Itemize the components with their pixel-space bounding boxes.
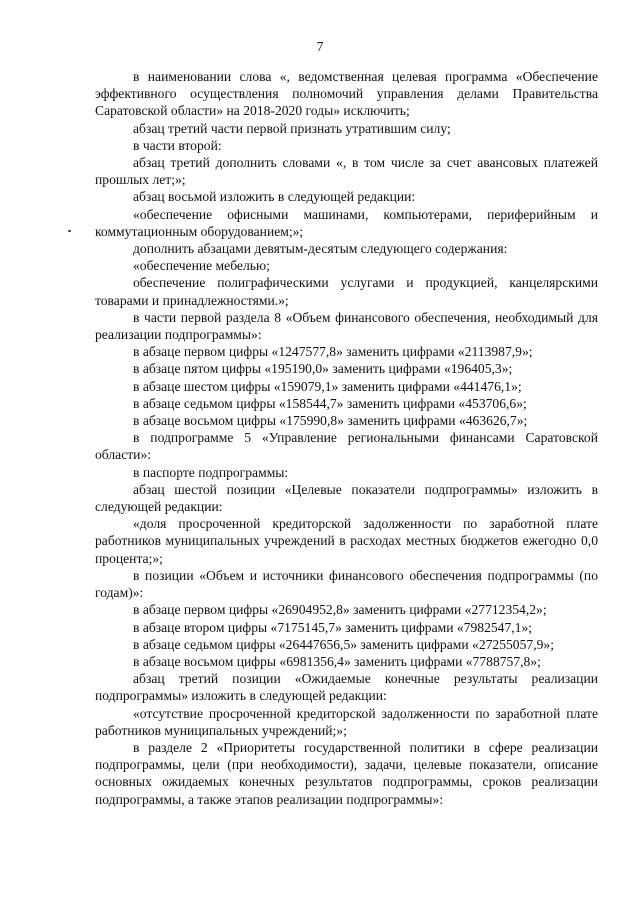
paragraph: абзац третий позиции «Ожидаемые конечные результаты реализации подпрограммы» изложить в следующей редакции: (95, 671, 598, 704)
page-number: 7 (316, 39, 324, 54)
document-body (95, 68, 598, 808)
paragraph: в абзаце восьмом цифры «6981356,4» заменить цифрами «7788757,8»; (133, 653, 541, 669)
paragraph: в абзаце шестом цифры «159079,1» заменить цифрами «441476,1»; (133, 378, 522, 394)
paragraph: «доля просроченной кредиторской задолженности по заработной плате работников муниципальных учреждений в расходах местных бюджетов ежегодно 0,0 процента;»; (95, 516, 598, 566)
margin-mark (68, 230, 71, 232)
paragraph: в абзаце первом цифры «26904952,8» заменить цифрами «27712354,2»; (133, 602, 547, 618)
paragraph: в разделе 2 «Приоритеты государственной политики в сфере реализации подпрограммы, цели (при необходимости), задачи, целевые показатели, описание основных ожидаемых конечных результатов подпрограммы, сроков реализации подпрограммы, а также этапов реализации подпрограммы»: (95, 739, 598, 807)
paragraph: в подпрограмме 5 «Управление региональными финансами Саратовской области»: (95, 430, 598, 463)
paragraph: в паспорте подпрограммы: (133, 464, 289, 480)
paragraph: абзац шестой позиции «Целевые показатели подпрограммы» изложить в следующей редакции: (95, 481, 598, 515)
paragraph: дополнить абзацами девятым-десятым следующего содержания: (133, 241, 508, 257)
paragraph: абзац восьмой изложить в следующей редакции: (133, 189, 416, 205)
paragraph: обеспечение полиграфическими услугами и продукцией, канцелярскими товарами и принадлежностями.»; (95, 275, 598, 308)
paragraph: в абзаце седьмом цифры «26447656,5» заменить цифрами «27255057,9»; (133, 636, 554, 652)
paragraph: «отсутствие просроченной кредиторской задолженности по заработной плате работников муниципальных учреждений;»; (95, 705, 598, 738)
paragraph: абзац третий дополнить словами «, в том числе за счет авансовых платежей прошлых лет;»; (95, 155, 598, 188)
paragraph: в абзаце седьмом цифры «158544,7» заменить цифрами «453706,6»; (133, 395, 527, 411)
paragraph: в позиции «Объем и источники финансового обеспечения подпрограммы (по годам)»: (95, 567, 598, 601)
paragraph: абзац третий части первой признать утратившим силу; (133, 120, 451, 136)
paragraph: «обеспечение мебелью; (133, 258, 270, 274)
paragraph: в абзаце втором цифры «7175145,7» заменить цифрами «7982547,1»; (133, 619, 533, 635)
paragraph: в наименовании слова «, ведомственная целевая программа «Обеспечение эффективного осуществления полномочий управления делами Правительства Саратовской области» на 2018-2020 годы» исключить; (95, 69, 598, 119)
paragraph: в абзаце восьмом цифры «175990,8» заменить цифрами «463626,7»; (133, 413, 528, 429)
paragraph: в части второй: (133, 137, 222, 153)
paragraph: в части первой раздела 8 «Объем финансового обеспечения, необходимый для реализации подпрограммы»: (95, 309, 598, 343)
paragraph: в абзаце пятом цифры «195190,0» заменить цифрами «196405,3»; (133, 361, 513, 377)
paragraph: в абзаце первом цифры «1247577,8» заменить цифрами «2113987,9»; (133, 344, 533, 360)
paragraph: «обеспечение офисными машинами, компьютерами, периферийным и коммутационным оборудованием;»; (95, 206, 598, 239)
